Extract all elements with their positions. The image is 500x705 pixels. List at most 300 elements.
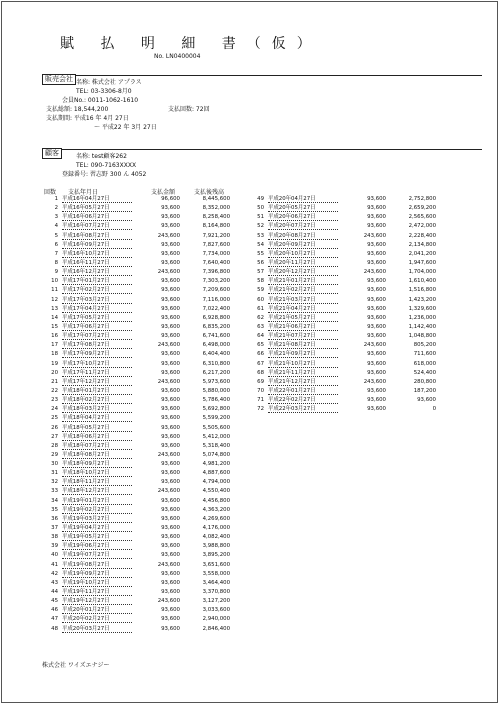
table-row bbox=[250, 370, 440, 377]
payment-amount: 93,600 bbox=[161, 241, 180, 248]
table-row bbox=[250, 333, 440, 340]
balance-after: 6,835,200 bbox=[202, 323, 230, 330]
col-header-date: 支払年月日 bbox=[68, 189, 99, 196]
payment-amount: 243,600 bbox=[363, 342, 386, 349]
balance-after: 1,236,000 bbox=[408, 314, 436, 321]
table-row bbox=[44, 434, 234, 441]
payment-amount: 93,600 bbox=[161, 387, 180, 394]
table-row bbox=[44, 616, 234, 623]
payment-amount: 93,600 bbox=[367, 323, 386, 330]
payment-date: 平成18年05月27日 bbox=[62, 425, 132, 432]
table-row bbox=[250, 233, 440, 240]
payment-date: 平成20年12月27日 bbox=[268, 269, 338, 276]
payment-amount: 93,600 bbox=[367, 205, 386, 212]
row-number: 69 bbox=[257, 378, 264, 385]
row-number: 18 bbox=[51, 351, 58, 358]
balance-after: 280,800 bbox=[413, 378, 436, 385]
row-number: 32 bbox=[51, 479, 58, 486]
row-number: 22 bbox=[51, 387, 58, 394]
row-number: 61 bbox=[257, 305, 264, 312]
payment-amount: 93,600 bbox=[161, 360, 180, 367]
table-row bbox=[250, 287, 440, 294]
balance-after: 7,640,400 bbox=[202, 259, 230, 266]
row-number: 16 bbox=[51, 333, 58, 340]
payment-amount: 93,600 bbox=[367, 214, 386, 221]
table-row bbox=[250, 342, 440, 349]
table-row bbox=[44, 470, 234, 477]
table-row bbox=[44, 324, 234, 331]
row-number: 57 bbox=[257, 269, 264, 276]
table-row bbox=[44, 571, 234, 578]
row-number: 27 bbox=[51, 433, 58, 440]
balance-after: 3,988,800 bbox=[202, 543, 230, 550]
table-row bbox=[44, 233, 234, 240]
balance-after: 7,303,200 bbox=[202, 278, 230, 285]
table-row bbox=[250, 196, 440, 203]
table-row bbox=[250, 406, 440, 413]
payment-date: 平成16年05月27日 bbox=[62, 205, 132, 212]
payment-date: 平成18年11月27日 bbox=[62, 479, 132, 486]
payment-amount: 93,600 bbox=[161, 552, 180, 559]
payment-amount: 243,600 bbox=[157, 378, 180, 385]
payment-amount: 93,600 bbox=[161, 534, 180, 541]
row-number: 36 bbox=[51, 515, 58, 522]
row-number: 63 bbox=[257, 323, 264, 330]
table-row bbox=[250, 297, 440, 304]
balance-after: 3,651,600 bbox=[202, 561, 230, 568]
table-row bbox=[250, 379, 440, 386]
customer-name: 名称: test顧客262 bbox=[76, 153, 127, 160]
payment-date: 平成18年01月27日 bbox=[62, 388, 132, 395]
payment-amount: 93,600 bbox=[161, 625, 180, 632]
table-row bbox=[44, 580, 234, 587]
balance-after: 3,033,600 bbox=[202, 607, 230, 614]
balance-after: 4,794,000 bbox=[202, 479, 230, 486]
payment-amount: 93,600 bbox=[161, 314, 180, 321]
payment-amount: 93,600 bbox=[367, 223, 386, 230]
payment-date: 平成21年03月27日 bbox=[268, 297, 338, 304]
row-number: 52 bbox=[257, 223, 264, 230]
balance-after: 6,217,200 bbox=[202, 369, 230, 376]
payment-date: 平成19年05月27日 bbox=[62, 534, 132, 541]
payment-amount: 93,600 bbox=[161, 214, 180, 221]
payment-date: 平成21年10月27日 bbox=[268, 361, 338, 368]
table-row bbox=[44, 214, 234, 221]
company-name: 名称: 株式会社 アプラス bbox=[76, 79, 142, 86]
row-number: 9 bbox=[54, 269, 58, 276]
payment-date: 平成21年08月27日 bbox=[268, 342, 338, 349]
payment-date: 平成18年02月27日 bbox=[62, 397, 132, 404]
payment-count: 支払回数: 72回 bbox=[168, 106, 210, 113]
payment-period-end: 〜 平成22 年 3月 27日 bbox=[94, 124, 157, 131]
table-row bbox=[44, 315, 234, 322]
balance-after: 711,600 bbox=[413, 351, 436, 358]
row-number: 31 bbox=[51, 470, 58, 477]
payment-amount: 93,600 bbox=[161, 259, 180, 266]
payment-date: 平成19年12月27日 bbox=[62, 598, 132, 605]
payment-date: 平成17年02月27日 bbox=[62, 287, 132, 294]
payment-date: 平成21年05月27日 bbox=[268, 315, 338, 322]
payment-amount: 93,600 bbox=[367, 287, 386, 294]
company-tel: TEL: 03-3306-8月0 bbox=[76, 88, 132, 95]
payment-amount: 93,600 bbox=[161, 369, 180, 376]
payment-amount: 93,600 bbox=[367, 296, 386, 303]
table-row bbox=[250, 361, 440, 368]
table-row bbox=[44, 452, 234, 459]
table-row bbox=[250, 242, 440, 249]
table-row bbox=[44, 278, 234, 285]
row-number: 54 bbox=[257, 241, 264, 248]
payment-date: 平成19年11月27日 bbox=[62, 589, 132, 596]
table-row bbox=[44, 342, 234, 349]
payment-amount: 93,600 bbox=[161, 287, 180, 294]
balance-after: 3,558,000 bbox=[202, 570, 230, 577]
row-number: 72 bbox=[257, 406, 264, 413]
balance-after: 5,074,800 bbox=[202, 451, 230, 458]
row-number: 48 bbox=[51, 625, 58, 632]
company-section-label: 販売会社 bbox=[42, 74, 76, 85]
member-number: 会員No.: 0011-1062-1610 bbox=[62, 97, 139, 104]
balance-after: 2,472,000 bbox=[408, 223, 436, 230]
payment-date: 平成18年12月27日 bbox=[62, 488, 132, 495]
payment-amount: 93,600 bbox=[367, 406, 386, 413]
balance-after: 7,022,400 bbox=[202, 305, 230, 312]
balance-after: 3,127,200 bbox=[202, 598, 230, 605]
payment-amount: 93,600 bbox=[161, 351, 180, 358]
balance-after: 5,412,000 bbox=[202, 433, 230, 440]
row-number: 50 bbox=[257, 205, 264, 212]
row-number: 21 bbox=[51, 378, 58, 385]
balance-after: 5,973,600 bbox=[202, 378, 230, 385]
balance-after: 5,692,800 bbox=[202, 406, 230, 413]
payment-date: 平成19年09月27日 bbox=[62, 571, 132, 578]
row-number: 58 bbox=[257, 278, 264, 285]
payment-amount: 93,600 bbox=[161, 397, 180, 404]
col-header-balance: 支払後残高 bbox=[194, 189, 225, 196]
payment-amount: 93,600 bbox=[161, 607, 180, 614]
table-row bbox=[44, 543, 234, 550]
balance-after: 4,981,200 bbox=[202, 461, 230, 468]
table-row bbox=[44, 479, 234, 486]
table-row bbox=[44, 251, 234, 258]
balance-after: 8,258,400 bbox=[202, 214, 230, 221]
table-row bbox=[250, 278, 440, 285]
payment-amount: 93,600 bbox=[161, 589, 180, 596]
balance-after: 4,176,000 bbox=[202, 525, 230, 532]
row-number: 56 bbox=[257, 259, 264, 266]
balance-after: 7,734,000 bbox=[202, 250, 230, 257]
payment-date: 平成16年09月27日 bbox=[62, 242, 132, 249]
payment-date: 平成20年04月27日 bbox=[268, 196, 338, 203]
balance-after: 7,116,000 bbox=[202, 296, 230, 303]
table-row bbox=[44, 333, 234, 340]
balance-after: 1,048,800 bbox=[408, 333, 436, 340]
balance-after: 5,599,200 bbox=[202, 415, 230, 422]
table-row bbox=[44, 406, 234, 413]
balance-after: 2,752,800 bbox=[408, 196, 436, 202]
row-number: 23 bbox=[51, 397, 58, 404]
balance-after: 1,142,400 bbox=[408, 323, 436, 330]
payment-amount: 93,600 bbox=[161, 525, 180, 532]
table-row bbox=[44, 242, 234, 249]
table-row bbox=[44, 269, 234, 276]
payment-date: 平成20年01月27日 bbox=[62, 607, 132, 614]
row-number: 66 bbox=[257, 351, 264, 358]
payment-amount: 243,600 bbox=[157, 598, 180, 605]
registration-number: 登録番号: 習志野 300 ん 4052 bbox=[62, 171, 147, 178]
table-row bbox=[44, 425, 234, 432]
payment-date: 平成21年12月27日 bbox=[268, 379, 338, 386]
payment-amount: 93,600 bbox=[161, 424, 180, 431]
table-row bbox=[44, 516, 234, 523]
payment-date: 平成19年02月27日 bbox=[62, 507, 132, 514]
row-number: 26 bbox=[51, 424, 58, 431]
payment-amount: 243,600 bbox=[157, 561, 180, 568]
payment-amount: 93,600 bbox=[367, 351, 386, 358]
balance-after: 6,741,600 bbox=[202, 333, 230, 340]
row-number: 1 bbox=[54, 196, 58, 202]
row-number: 24 bbox=[51, 406, 58, 413]
row-number: 71 bbox=[257, 397, 264, 404]
table-row bbox=[44, 370, 234, 377]
payment-date: 平成20年06月27日 bbox=[268, 214, 338, 221]
payment-amount: 93,600 bbox=[367, 278, 386, 285]
row-number: 13 bbox=[51, 305, 58, 312]
balance-after: 2,940,000 bbox=[202, 616, 230, 623]
row-number: 39 bbox=[51, 543, 58, 550]
payment-amount: 93,600 bbox=[161, 579, 180, 586]
balance-after: 805,200 bbox=[413, 342, 436, 349]
payment-total: 支払総額: 18,544,200 bbox=[46, 106, 109, 113]
balance-after: 1,329,600 bbox=[408, 305, 436, 312]
row-number: 68 bbox=[257, 369, 264, 376]
table-row bbox=[44, 498, 234, 505]
payment-date: 平成17年06月27日 bbox=[62, 324, 132, 331]
balance-after: 4,269,600 bbox=[202, 515, 230, 522]
table-row bbox=[44, 196, 234, 203]
row-number: 10 bbox=[51, 278, 58, 285]
payment-date: 平成21年09月27日 bbox=[268, 351, 338, 358]
payment-date: 平成21年11月27日 bbox=[268, 370, 338, 377]
table-row bbox=[44, 488, 234, 495]
payment-date: 平成19年06月27日 bbox=[62, 543, 132, 550]
payment-amount: 93,600 bbox=[367, 314, 386, 321]
row-number: 14 bbox=[51, 314, 58, 321]
balance-after: 8,352,000 bbox=[202, 205, 230, 212]
payment-amount: 93,600 bbox=[161, 305, 180, 312]
payment-date: 平成18年07月27日 bbox=[62, 443, 132, 450]
row-number: 29 bbox=[51, 451, 58, 458]
payment-date: 平成19年07月27日 bbox=[62, 552, 132, 559]
balance-after: 4,550,400 bbox=[202, 488, 230, 495]
balance-after: 93,600 bbox=[417, 397, 436, 404]
balance-after: 6,928,800 bbox=[202, 314, 230, 321]
payment-amount: 93,600 bbox=[161, 616, 180, 623]
payment-date: 平成17年10月27日 bbox=[62, 361, 132, 368]
payment-date: 平成18年10月27日 bbox=[62, 470, 132, 477]
row-number: 70 bbox=[257, 387, 264, 394]
row-number: 2 bbox=[54, 205, 58, 212]
row-number: 5 bbox=[54, 232, 58, 239]
payment-date: 平成22年03月27日 bbox=[268, 406, 338, 413]
payment-amount: 243,600 bbox=[363, 232, 386, 239]
payment-date: 平成16年12月27日 bbox=[62, 269, 132, 276]
row-number: 28 bbox=[51, 442, 58, 449]
table-row bbox=[44, 415, 234, 422]
payment-table-left bbox=[44, 196, 234, 632]
payment-date: 平成17年08月27日 bbox=[62, 342, 132, 349]
row-number: 43 bbox=[51, 579, 58, 586]
payment-amount: 93,600 bbox=[367, 369, 386, 376]
row-number: 40 bbox=[51, 552, 58, 559]
row-number: 12 bbox=[51, 296, 58, 303]
table-row bbox=[44, 552, 234, 559]
balance-after: 6,404,400 bbox=[202, 351, 230, 358]
table-row bbox=[44, 562, 234, 569]
table-row bbox=[44, 223, 234, 230]
payment-amount: 243,600 bbox=[363, 269, 386, 276]
payment-date: 平成19年04月27日 bbox=[62, 525, 132, 532]
table-row bbox=[44, 287, 234, 294]
customer-section-label: 顧客 bbox=[42, 148, 62, 159]
row-number: 33 bbox=[51, 488, 58, 495]
payment-date: 平成17年11月27日 bbox=[62, 370, 132, 377]
balance-after: 5,318,400 bbox=[202, 442, 230, 449]
row-number: 51 bbox=[257, 214, 264, 221]
payment-amount: 93,600 bbox=[161, 278, 180, 285]
table-row bbox=[44, 607, 234, 614]
row-number: 19 bbox=[51, 360, 58, 367]
balance-after: 618,000 bbox=[413, 360, 436, 367]
payment-amount: 243,600 bbox=[157, 488, 180, 495]
payment-date: 平成16年08月27日 bbox=[62, 233, 132, 240]
table-row bbox=[44, 205, 234, 212]
payment-amount: 93,600 bbox=[367, 387, 386, 394]
payment-amount: 93,600 bbox=[161, 296, 180, 303]
table-row bbox=[44, 397, 234, 404]
payment-amount: 243,600 bbox=[157, 269, 180, 276]
balance-after: 4,456,800 bbox=[202, 497, 230, 504]
table-row bbox=[44, 361, 234, 368]
balance-after: 8,164,800 bbox=[202, 223, 230, 230]
table-row bbox=[44, 589, 234, 596]
row-number: 65 bbox=[257, 342, 264, 349]
balance-after: 5,880,000 bbox=[202, 387, 230, 394]
document-title: 賦 払 明 細 書（仮） bbox=[60, 36, 322, 52]
table-row bbox=[44, 351, 234, 358]
row-number: 11 bbox=[51, 287, 58, 294]
table-row bbox=[250, 315, 440, 322]
row-number: 47 bbox=[51, 616, 58, 623]
payment-date: 平成18年06月27日 bbox=[62, 434, 132, 441]
balance-after: 3,895,200 bbox=[202, 552, 230, 559]
balance-after: 2,846,400 bbox=[202, 625, 230, 632]
balance-after: 1,516,800 bbox=[408, 287, 436, 294]
balance-after: 2,228,400 bbox=[408, 232, 436, 239]
balance-after: 7,396,800 bbox=[202, 269, 230, 276]
payment-amount: 93,600 bbox=[161, 433, 180, 440]
payment-date: 平成19年10月27日 bbox=[62, 580, 132, 587]
table-row bbox=[44, 379, 234, 386]
payment-date: 平成17年12月27日 bbox=[62, 379, 132, 386]
payment-date: 平成22年02月27日 bbox=[268, 397, 338, 404]
balance-after: 3,464,400 bbox=[202, 579, 230, 586]
row-number: 17 bbox=[51, 342, 58, 349]
payment-amount: 93,600 bbox=[367, 250, 386, 257]
balance-after: 0 bbox=[432, 406, 436, 413]
row-number: 37 bbox=[51, 525, 58, 532]
payment-amount: 93,600 bbox=[161, 543, 180, 550]
balance-after: 524,400 bbox=[413, 369, 436, 376]
balance-after: 8,445,600 bbox=[202, 196, 230, 202]
payment-amount: 93,600 bbox=[367, 259, 386, 266]
table-row bbox=[250, 397, 440, 404]
payment-amount: 93,600 bbox=[161, 497, 180, 504]
balance-after: 1,423,200 bbox=[408, 296, 436, 303]
document-number: No. LN0400004 bbox=[154, 53, 201, 60]
payment-date: 平成16年07月27日 bbox=[62, 223, 132, 230]
payment-table-right bbox=[250, 196, 440, 413]
payment-date: 平成17年05月27日 bbox=[62, 315, 132, 322]
table-row bbox=[250, 223, 440, 230]
payment-amount: 93,600 bbox=[161, 323, 180, 330]
table-row bbox=[44, 461, 234, 468]
table-row bbox=[44, 534, 234, 541]
col-header-no: 回数 bbox=[44, 189, 57, 196]
payment-date: 平成20年11月27日 bbox=[268, 260, 338, 267]
row-number: 62 bbox=[257, 314, 264, 321]
payment-date: 平成17年03月27日 bbox=[62, 297, 132, 304]
table-row bbox=[44, 260, 234, 267]
balance-after: 7,827,600 bbox=[202, 241, 230, 248]
balance-after: 5,505,600 bbox=[202, 424, 230, 431]
row-number: 25 bbox=[51, 415, 58, 422]
balance-after: 2,659,200 bbox=[408, 205, 436, 212]
payment-amount: 93,600 bbox=[161, 515, 180, 522]
customer-tel: TEL: 090-7163XXXX bbox=[76, 162, 137, 169]
payment-date: 平成18年08月27日 bbox=[62, 452, 132, 459]
footer-company: 株式会社 ワイズエナジー bbox=[42, 662, 110, 669]
payment-date: 平成17年04月27日 bbox=[62, 306, 132, 313]
payment-amount: 93,600 bbox=[161, 223, 180, 230]
payment-amount: 93,600 bbox=[161, 250, 180, 257]
payment-date: 平成18年09月27日 bbox=[62, 461, 132, 468]
payment-amount: 93,600 bbox=[367, 397, 386, 404]
table-row bbox=[250, 214, 440, 221]
payment-amount: 93,600 bbox=[161, 479, 180, 486]
balance-after: 2,565,600 bbox=[408, 214, 436, 221]
row-number: 38 bbox=[51, 534, 58, 541]
balance-after: 4,887,600 bbox=[202, 470, 230, 477]
payment-amount: 93,600 bbox=[161, 333, 180, 340]
row-number: 4 bbox=[54, 223, 58, 230]
payment-period-start: 支払期間: 平成16 年 4月 27日 bbox=[46, 115, 129, 122]
row-number: 6 bbox=[54, 241, 58, 248]
payment-date: 平成19年08月27日 bbox=[62, 562, 132, 569]
table-row bbox=[250, 251, 440, 258]
payment-amount: 93,600 bbox=[161, 470, 180, 477]
payment-date: 平成19年03月27日 bbox=[62, 516, 132, 523]
balance-after: 187,200 bbox=[413, 387, 436, 394]
payment-amount: 93,600 bbox=[367, 196, 386, 202]
payment-amount: 93,600 bbox=[367, 360, 386, 367]
table-row bbox=[44, 388, 234, 395]
row-number: 20 bbox=[51, 369, 58, 376]
payment-date: 平成19年01月27日 bbox=[62, 498, 132, 505]
payment-date: 平成17年09月27日 bbox=[62, 351, 132, 358]
payment-amount: 93,600 bbox=[161, 570, 180, 577]
payment-date: 平成21年04月27日 bbox=[268, 306, 338, 313]
